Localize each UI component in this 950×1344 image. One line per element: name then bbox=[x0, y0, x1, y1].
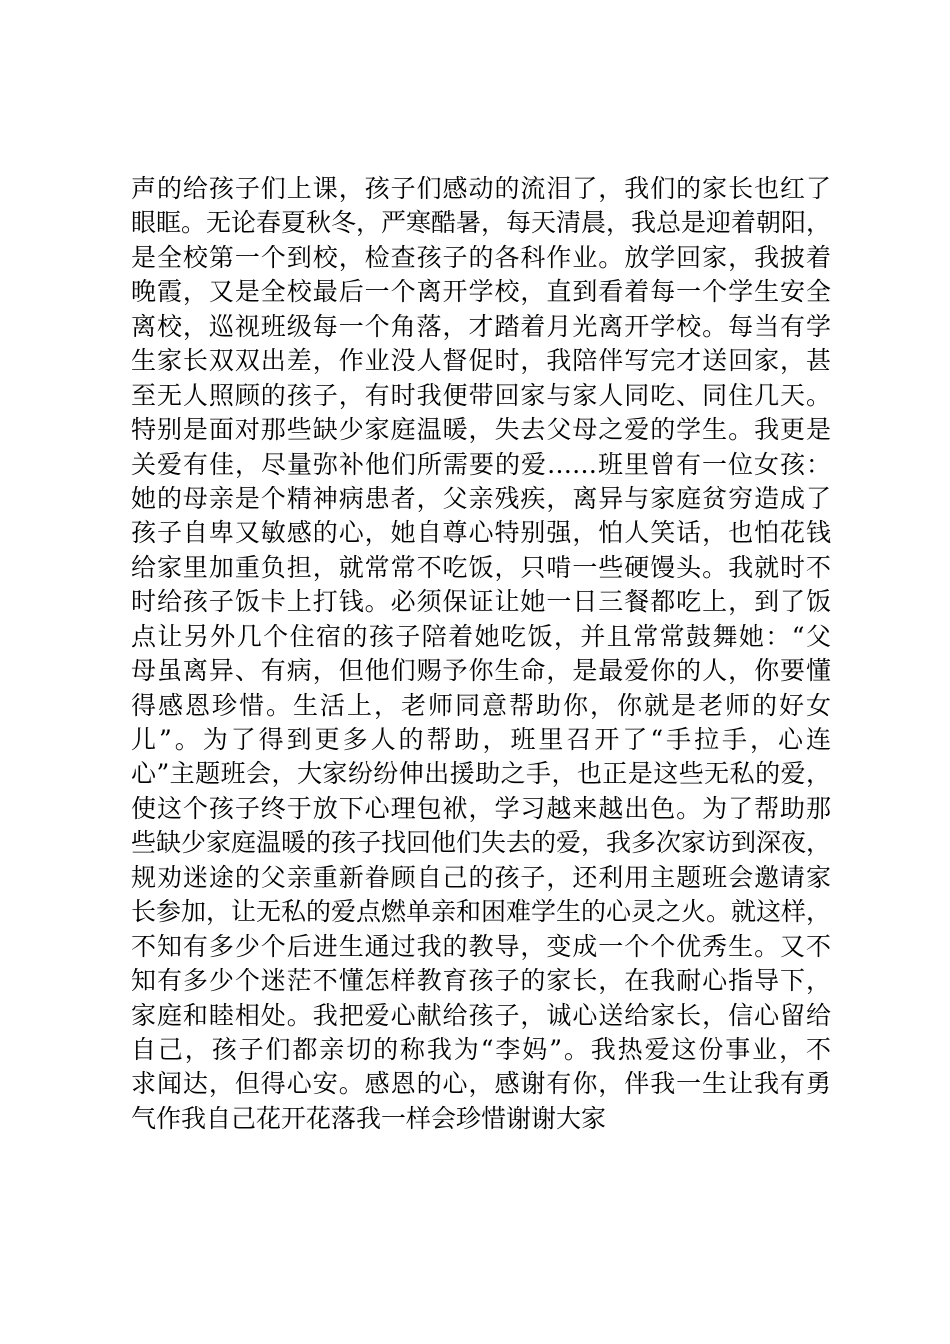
text-line: 孩子自卑又敏感的心，她自尊心特别强，怕人笑话，也怕花钱 bbox=[131, 518, 831, 548]
text-line: 气作我自己花开花落我一样会珍惜谢谢大家 bbox=[131, 1103, 607, 1133]
text-line: 关爱有佳，尽量弥补他们所需要的爱……班里曾有一位女孩： bbox=[131, 449, 831, 479]
text-line: 给家里加重负担，就常常不吃饭，只啃一些硬馒头。我就时不 bbox=[131, 552, 831, 582]
text-line: 心”主题班会，大家纷纷伸出援助之手，也正是这些无私的爱， bbox=[131, 759, 831, 789]
text-line: 至无人照顾的孩子，有时我便带回家与家人同吃、同住几天。 bbox=[131, 380, 831, 410]
text-line: 点让另外几个住宿的孩子陪着她吃饭，并且常常鼓舞她：“父 bbox=[131, 621, 831, 651]
text-line: 些缺少家庭温暖的孩子找回他们失去的爱，我多次家访到深夜， bbox=[131, 828, 832, 858]
text-line: 儿”。为了得到更多人的帮助，班里召开了“手拉手，心连 bbox=[131, 725, 831, 754]
text-line: 得感恩珍惜。生活上，老师同意帮助你，你就是老师的好女 bbox=[131, 690, 831, 720]
text-line: 自己，孩子们都亲切的称我为“李妈”。我热爱这份事业，不 bbox=[131, 1034, 831, 1064]
text-line: 不知有多少个后进生通过我的教导，变成一个个优秀生。又不 bbox=[131, 931, 831, 961]
text-line: 离校，巡视班级每一个角落，才踏着月光离开学校。每当有学 bbox=[131, 311, 831, 341]
text-line: 晚霞，又是全校最后一个离开学校，直到看着每一个学生安全 bbox=[131, 277, 831, 307]
text-line: 规劝迷途的父亲重新眷顾自己的孩子，还利用主题班会邀请家 bbox=[131, 862, 831, 892]
text-line: 时给孩子饭卡上打钱。必须保证让她一日三餐都吃上，到了饭 bbox=[131, 587, 831, 617]
text-line: 眼眶。无论春夏秋冬，严寒酷暑，每天清晨，我总是迎着朝阳， bbox=[131, 208, 832, 238]
text-line: 长参加，让无私的爱点燃单亲和困难学生的心灵之火。就这样， bbox=[131, 897, 832, 927]
text-line: 声的给孩子们上课，孩子们感动的流泪了，我们的家长也红了 bbox=[131, 174, 831, 203]
body-paragraph bbox=[131, 172, 831, 1136]
text-line: 是全校第一个到校，检查孩子的各科作业。放学回家，我披着 bbox=[131, 242, 831, 272]
text-line: 求闻达，但得心安。感恩的心，感谢有你，伴我一生让我有勇 bbox=[131, 1069, 831, 1099]
text-line: 她的母亲是个精神病患者，父亲残疾，离异与家庭贫穷造成了 bbox=[131, 483, 831, 513]
text-line: 家庭和睦相处。我把爱心献给孩子，诚心送给家长，信心留给 bbox=[131, 1000, 831, 1030]
text-line: 使这个孩子终于放下心理包袱，学习越来越出色。为了帮助那 bbox=[131, 793, 831, 823]
text-line: 母虽离异、有病，但他们赐予你生命，是最爱你的人，你要懂 bbox=[131, 656, 831, 686]
text-line: 生家长双双出差，作业没人督促时，我陪伴写完才送回家，甚 bbox=[131, 346, 831, 376]
text-line: 知有多少个迷茫不懂怎样教育孩子的家长，在我耐心指导下， bbox=[131, 966, 831, 996]
text-line: 特别是面对那些缺少家庭温暖，失去父母之爱的学生。我更是 bbox=[131, 415, 831, 445]
